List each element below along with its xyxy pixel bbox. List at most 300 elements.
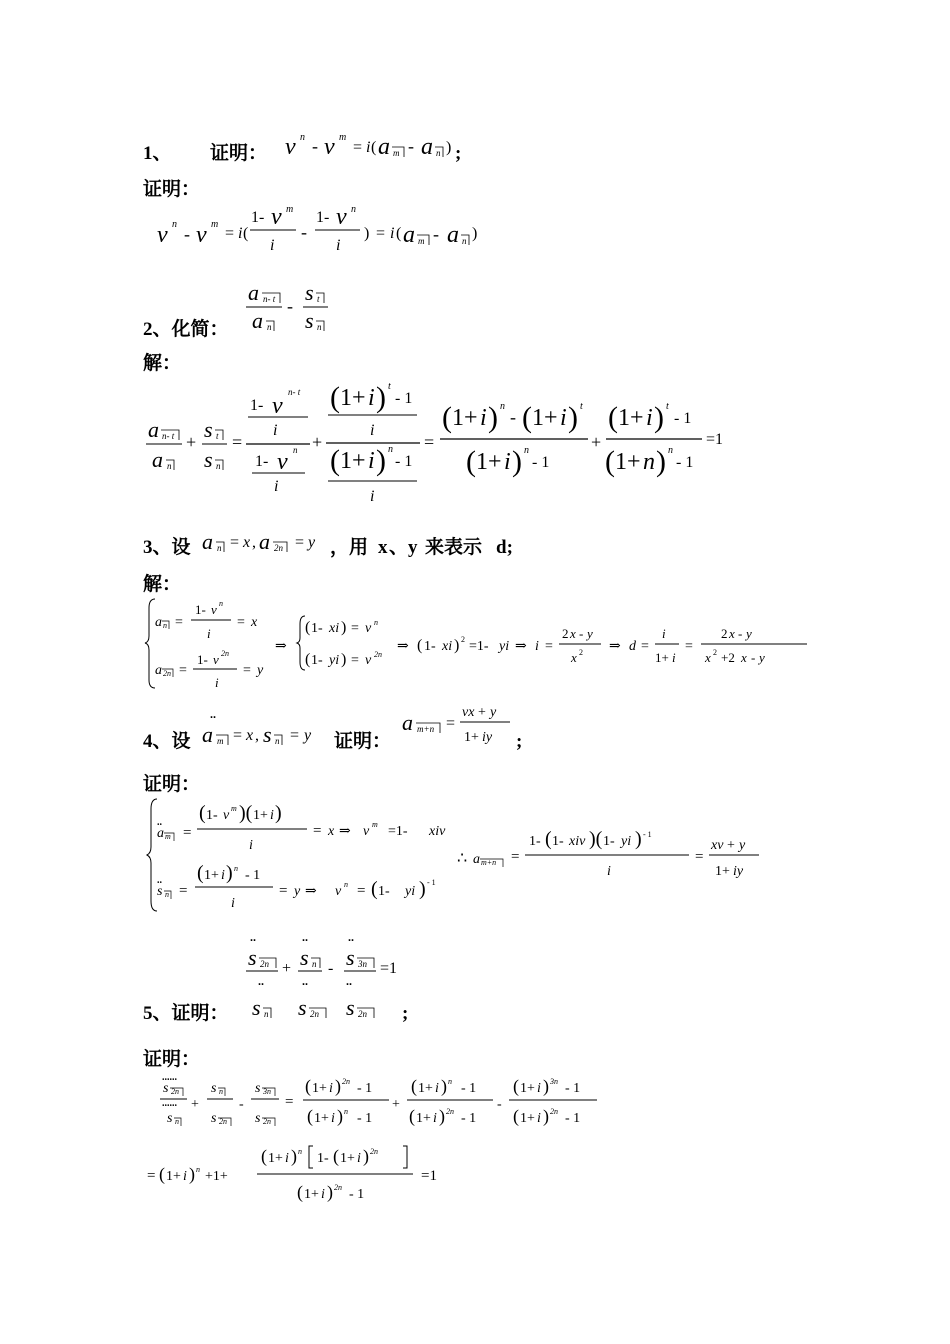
svg-text:=: = bbox=[230, 534, 240, 551]
problem-5-proof-line-2 bbox=[145, 1138, 455, 1210]
svg-text:=: = bbox=[446, 715, 456, 732]
problem-3-var-x: x bbox=[378, 537, 388, 558]
svg-text:xiv: xiv bbox=[429, 824, 446, 839]
svg-text:t: t bbox=[388, 381, 391, 392]
svg-text:⇒: ⇒ bbox=[339, 824, 351, 839]
svg-text:x: x bbox=[243, 534, 251, 551]
svg-text:): ) bbox=[327, 1182, 333, 1202]
svg-text:=1: =1 bbox=[380, 960, 398, 977]
svg-text:1-: 1- bbox=[311, 621, 323, 636]
svg-text:n: n bbox=[293, 445, 298, 455]
svg-text:x: x bbox=[246, 727, 254, 744]
svg-text:2n: 2n bbox=[446, 1107, 454, 1116]
svg-text:- 1: - 1 bbox=[532, 454, 550, 471]
svg-text:......: ...... bbox=[162, 1072, 177, 1083]
problem-1-proof-formula bbox=[150, 200, 490, 260]
svg-text:- 1: - 1 bbox=[427, 878, 436, 887]
svg-text:s: s bbox=[252, 995, 261, 1020]
svg-text:a: a bbox=[152, 447, 163, 472]
svg-text:n: n bbox=[344, 880, 348, 889]
svg-text:(: ( bbox=[522, 401, 532, 434]
svg-text:n: n bbox=[217, 543, 222, 553]
svg-text:-: - bbox=[497, 1097, 502, 1112]
svg-text:i: i bbox=[537, 1081, 541, 1096]
svg-text:=: = bbox=[279, 883, 288, 899]
svg-text:t: t bbox=[317, 294, 320, 304]
problem-1-number: 1、 bbox=[143, 143, 172, 164]
svg-text:vx: vx bbox=[462, 705, 475, 720]
svg-text:=: = bbox=[290, 727, 300, 744]
svg-text:n: n bbox=[172, 219, 177, 230]
svg-text:=: = bbox=[233, 727, 243, 744]
svg-text:=: = bbox=[175, 615, 183, 630]
problem-1-statement-formula bbox=[280, 124, 470, 164]
svg-text:+: + bbox=[727, 838, 735, 853]
svg-text:- 1: - 1 bbox=[565, 1081, 581, 1096]
svg-text:): ) bbox=[337, 1106, 343, 1126]
problem-3-phrase-express: 来表示 bbox=[425, 537, 483, 558]
svg-text:=: = bbox=[225, 225, 235, 242]
svg-text:1-: 1- bbox=[195, 602, 206, 617]
svg-text:a: a bbox=[447, 222, 459, 248]
svg-text:=: = bbox=[511, 849, 520, 865]
svg-text:y: y bbox=[304, 727, 312, 744]
svg-text:): ) bbox=[488, 401, 498, 434]
svg-text:a: a bbox=[252, 308, 263, 333]
problem-2-solution-label: 解： bbox=[143, 353, 182, 374]
svg-text:n: n bbox=[344, 1107, 348, 1116]
svg-text:- 1: - 1 bbox=[245, 868, 261, 883]
svg-text:): ) bbox=[543, 1106, 549, 1126]
problem-2-expression-formula bbox=[240, 278, 340, 338]
svg-text:=: = bbox=[357, 883, 366, 899]
problem-2-solution-formula bbox=[140, 375, 750, 510]
svg-text:2: 2 bbox=[721, 626, 728, 641]
svg-text:xi: xi bbox=[442, 639, 453, 654]
svg-text:- 1: - 1 bbox=[357, 1081, 373, 1096]
svg-text:1+: 1+ bbox=[312, 1081, 327, 1096]
svg-text:=1: =1 bbox=[421, 1168, 437, 1184]
problem-3-var-d: d; bbox=[496, 537, 513, 558]
svg-text:1+: 1+ bbox=[340, 448, 366, 474]
svg-text:2n: 2n bbox=[334, 1183, 342, 1192]
svg-text:): ) bbox=[291, 1146, 297, 1166]
svg-text:n: n bbox=[264, 1009, 269, 1019]
svg-text:x: x bbox=[251, 615, 258, 630]
svg-text:i: i bbox=[646, 405, 653, 431]
svg-text:3n: 3n bbox=[358, 959, 367, 969]
svg-text:yi: yi bbox=[499, 639, 510, 654]
svg-text:x: x bbox=[705, 650, 711, 665]
problem-2-number: 2、化简： bbox=[143, 319, 229, 340]
svg-text:a: a bbox=[259, 529, 270, 554]
svg-text:n: n bbox=[388, 444, 393, 455]
svg-text:v: v bbox=[211, 602, 217, 617]
svg-text:n: n bbox=[668, 445, 673, 456]
svg-text:): ) bbox=[335, 1076, 341, 1096]
svg-text:..: .. bbox=[302, 930, 308, 944]
svg-text:): ) bbox=[376, 444, 386, 477]
svg-text:(: ( bbox=[333, 1146, 339, 1166]
svg-text:(: ( bbox=[330, 381, 340, 414]
svg-text:): ) bbox=[275, 802, 282, 824]
problem-5-number: 5、证明： bbox=[143, 1003, 229, 1024]
svg-text:y: y bbox=[490, 705, 497, 720]
svg-text:m: m bbox=[418, 236, 425, 246]
svg-text:=: = bbox=[147, 1168, 156, 1184]
problem-3-var-y: y bbox=[408, 537, 418, 558]
svg-text:n: n bbox=[219, 1087, 223, 1096]
svg-text:yi: yi bbox=[329, 653, 340, 668]
svg-text:(: ( bbox=[442, 401, 452, 434]
svg-text:∴: ∴ bbox=[457, 850, 468, 867]
svg-text:t: t bbox=[666, 401, 669, 412]
svg-text:): ) bbox=[446, 139, 452, 156]
svg-text:=: = bbox=[237, 615, 245, 630]
svg-text:x: x bbox=[328, 824, 335, 839]
svg-text:=1-: =1- bbox=[469, 639, 489, 654]
svg-text:i: i bbox=[662, 626, 666, 641]
svg-text:1-: 1- bbox=[255, 453, 269, 470]
svg-text:1+: 1+ bbox=[615, 449, 641, 475]
problem-3-solution-label: 解： bbox=[143, 574, 182, 595]
svg-text:i: i bbox=[273, 422, 278, 439]
svg-text:(: ( bbox=[466, 445, 476, 478]
svg-text:=1: =1 bbox=[706, 431, 724, 448]
problem-4-statement-formula bbox=[398, 698, 518, 750]
svg-text:-: - bbox=[408, 136, 414, 156]
svg-text:i: i bbox=[480, 405, 487, 431]
svg-text:): ) bbox=[654, 401, 664, 434]
svg-text:1-: 1- bbox=[552, 834, 564, 849]
svg-text:m: m bbox=[211, 219, 219, 230]
svg-text:- 1: - 1 bbox=[674, 410, 692, 427]
svg-text:1+: 1+ bbox=[268, 1151, 283, 1166]
svg-text:(: ( bbox=[513, 1076, 519, 1096]
svg-text:n: n bbox=[267, 322, 272, 332]
svg-text:i: i bbox=[221, 868, 225, 883]
svg-text:=: = bbox=[232, 432, 243, 452]
svg-text:n: n bbox=[317, 322, 322, 332]
svg-text:y: y bbox=[294, 884, 301, 899]
svg-text:a: a bbox=[378, 134, 390, 160]
svg-text:-: - bbox=[184, 224, 190, 244]
svg-text:=: = bbox=[545, 639, 553, 654]
svg-text:,: , bbox=[252, 534, 256, 551]
svg-text:m: m bbox=[339, 132, 347, 143]
svg-text:v: v bbox=[157, 222, 168, 248]
svg-text:n: n bbox=[374, 618, 378, 627]
svg-text:s: s bbox=[305, 308, 314, 333]
svg-text:y: y bbox=[587, 626, 593, 641]
svg-text:..: .. bbox=[348, 930, 354, 944]
svg-text:1-: 1- bbox=[311, 653, 323, 668]
svg-text:1+: 1+ bbox=[416, 1111, 431, 1126]
svg-text:2n: 2n bbox=[221, 649, 229, 658]
svg-text:t: t bbox=[580, 401, 583, 412]
svg-text:=1-: =1- bbox=[388, 824, 408, 839]
svg-text:y: y bbox=[739, 838, 746, 853]
svg-text:s: s bbox=[255, 1111, 261, 1126]
svg-text:n: n bbox=[196, 1165, 200, 1174]
svg-text:s: s bbox=[157, 884, 163, 899]
svg-text:v: v bbox=[272, 393, 283, 419]
problem-4-intro: 4、设 bbox=[143, 731, 191, 752]
svg-text:1+: 1+ bbox=[476, 449, 502, 475]
svg-text:n: n bbox=[165, 890, 169, 899]
svg-text:1-: 1- bbox=[529, 834, 541, 849]
svg-text:+: + bbox=[191, 1097, 199, 1112]
svg-text:-: - bbox=[312, 136, 318, 156]
svg-text:s: s bbox=[305, 280, 314, 305]
svg-text:3n: 3n bbox=[263, 1087, 271, 1096]
svg-text:(: ( bbox=[605, 445, 615, 478]
svg-text:m: m bbox=[231, 804, 237, 813]
svg-text:i: i bbox=[336, 237, 341, 254]
svg-text:,: , bbox=[255, 727, 259, 744]
svg-text:a: a bbox=[155, 615, 162, 630]
svg-text:v: v bbox=[271, 204, 282, 230]
svg-text:(: ( bbox=[307, 1106, 313, 1126]
svg-text:(: ( bbox=[411, 1076, 417, 1096]
svg-text:): ) bbox=[364, 225, 370, 242]
svg-text:(: ( bbox=[371, 878, 378, 900]
svg-text:i: i bbox=[274, 478, 279, 495]
svg-text:- 1: - 1 bbox=[643, 830, 652, 839]
svg-text:1+: 1+ bbox=[520, 1111, 535, 1126]
svg-text:-: - bbox=[433, 224, 439, 244]
svg-text:1-: 1- bbox=[197, 652, 208, 667]
svg-text:(: ( bbox=[396, 225, 402, 242]
svg-text:s: s bbox=[204, 447, 213, 472]
svg-text:- 1: - 1 bbox=[461, 1081, 477, 1096]
svg-text:s: s bbox=[263, 722, 272, 747]
svg-text:n: n bbox=[234, 864, 238, 873]
svg-text:=: = bbox=[285, 1094, 294, 1110]
svg-text:y: y bbox=[746, 626, 752, 641]
problem-3-sep: 、 bbox=[389, 537, 409, 558]
svg-text:i: i bbox=[433, 1111, 437, 1126]
svg-text:1+: 1+ bbox=[340, 1151, 355, 1166]
svg-text:): ) bbox=[635, 828, 642, 850]
svg-text:v: v bbox=[196, 222, 207, 248]
svg-text:m: m bbox=[286, 204, 294, 215]
svg-text:s: s bbox=[248, 945, 257, 970]
svg-text:v: v bbox=[285, 134, 296, 160]
svg-text:- 1: - 1 bbox=[349, 1187, 365, 1202]
svg-text:1-: 1- bbox=[317, 1151, 329, 1166]
problem-1-end: ; bbox=[455, 143, 462, 164]
svg-text:n- t: n- t bbox=[288, 387, 301, 397]
svg-text:i: i bbox=[285, 1151, 289, 1166]
svg-text:-: - bbox=[287, 296, 293, 316]
svg-text:a: a bbox=[421, 134, 433, 160]
svg-text:(: ( bbox=[545, 828, 552, 850]
svg-text:v: v bbox=[365, 621, 372, 636]
svg-text:n: n bbox=[524, 445, 529, 456]
svg-text:a: a bbox=[248, 280, 259, 305]
svg-text:v: v bbox=[335, 884, 342, 899]
svg-text:1+: 1+ bbox=[618, 405, 644, 431]
svg-text:a: a bbox=[155, 663, 162, 678]
svg-text:): ) bbox=[341, 651, 347, 668]
svg-text:- 1: - 1 bbox=[357, 1111, 373, 1126]
problem-5-proof-label: 证明： bbox=[143, 1049, 201, 1070]
svg-text:(: ( bbox=[417, 637, 423, 654]
svg-text:1-: 1- bbox=[251, 209, 265, 226]
svg-text:..: .. bbox=[302, 974, 308, 988]
svg-text:- 1: - 1 bbox=[395, 390, 413, 407]
svg-text:n: n bbox=[462, 236, 467, 246]
svg-text:-: - bbox=[301, 222, 307, 242]
svg-text:iy: iy bbox=[482, 730, 493, 745]
svg-text:+1+: +1+ bbox=[205, 1169, 228, 1184]
svg-text:1+: 1+ bbox=[520, 1081, 535, 1096]
svg-text:): ) bbox=[226, 862, 233, 884]
svg-text:(: ( bbox=[305, 1076, 311, 1096]
svg-text:i: i bbox=[207, 626, 211, 641]
svg-text:v: v bbox=[363, 824, 370, 839]
svg-text:i: i bbox=[672, 650, 676, 665]
svg-text:i: i bbox=[238, 225, 243, 242]
svg-text:1+: 1+ bbox=[452, 405, 478, 431]
svg-text:(: ( bbox=[608, 401, 618, 434]
svg-text:m: m bbox=[393, 148, 400, 158]
svg-text:m: m bbox=[372, 820, 378, 829]
problem-5-end: ; bbox=[402, 1003, 409, 1024]
svg-text:i: i bbox=[321, 1187, 325, 1202]
svg-text:2n: 2n bbox=[310, 1009, 319, 1019]
svg-text:..: .. bbox=[157, 817, 162, 828]
svg-text:v: v bbox=[324, 134, 335, 160]
svg-text:..: .. bbox=[157, 875, 162, 886]
svg-text:a: a bbox=[148, 417, 159, 442]
svg-text:s: s bbox=[163, 1081, 169, 1096]
problem-3-phrase-use: ，用 bbox=[330, 537, 369, 558]
svg-text:): ) bbox=[512, 445, 522, 478]
svg-text:1+: 1+ bbox=[166, 1169, 181, 1184]
svg-text:iy: iy bbox=[733, 864, 744, 879]
svg-text:+: + bbox=[392, 1097, 400, 1112]
svg-text:=: = bbox=[351, 621, 359, 636]
svg-text:1+: 1+ bbox=[464, 730, 479, 745]
svg-text:- 1: - 1 bbox=[676, 454, 694, 471]
svg-text:+: + bbox=[591, 432, 602, 452]
svg-text:2: 2 bbox=[562, 626, 569, 641]
svg-text:1+: 1+ bbox=[204, 868, 219, 883]
svg-text:..: .. bbox=[250, 930, 256, 944]
svg-text:yi: yi bbox=[621, 834, 632, 849]
svg-text:n: n bbox=[216, 461, 221, 471]
svg-text:1-: 1- bbox=[603, 834, 615, 849]
svg-text:)(: )( bbox=[239, 802, 253, 824]
svg-text:m: m bbox=[165, 832, 171, 841]
svg-text:+: + bbox=[312, 432, 323, 452]
svg-text:⇒: ⇒ bbox=[275, 639, 287, 654]
problem-3-given-formula bbox=[198, 525, 330, 559]
svg-text:2n: 2n bbox=[163, 669, 171, 678]
svg-text:......: ...... bbox=[162, 1098, 177, 1109]
svg-text:n: n bbox=[298, 1147, 302, 1156]
svg-text:): ) bbox=[454, 637, 460, 654]
svg-text:s: s bbox=[211, 1111, 217, 1126]
svg-text:i: i bbox=[231, 896, 235, 911]
svg-text:a: a bbox=[202, 722, 213, 747]
problem-4-proof-formula bbox=[145, 795, 785, 920]
svg-text:a: a bbox=[473, 852, 480, 867]
svg-text:=: = bbox=[353, 139, 363, 156]
svg-text:+2: +2 bbox=[721, 650, 735, 665]
problem-5-statement-formula bbox=[240, 925, 410, 1025]
svg-text:⇒: ⇒ bbox=[515, 639, 527, 654]
svg-text:1+: 1+ bbox=[715, 864, 730, 879]
svg-text:i: i bbox=[390, 225, 395, 242]
svg-text:y: y bbox=[759, 650, 765, 665]
svg-text:2n: 2n bbox=[219, 1117, 227, 1126]
svg-text:=: = bbox=[295, 534, 305, 551]
svg-text:i: i bbox=[504, 449, 511, 475]
svg-text:n: n bbox=[448, 1077, 452, 1086]
svg-text:(: ( bbox=[159, 1164, 165, 1184]
svg-text:=: = bbox=[351, 653, 359, 668]
svg-text:⇒: ⇒ bbox=[609, 639, 621, 654]
svg-text:=: = bbox=[179, 883, 188, 899]
svg-text:1-: 1- bbox=[206, 808, 218, 823]
svg-text:v: v bbox=[277, 449, 288, 475]
svg-text:n: n bbox=[351, 204, 356, 215]
svg-text:m: m bbox=[217, 736, 224, 746]
svg-text:): ) bbox=[656, 445, 666, 478]
svg-text:i: i bbox=[270, 237, 275, 254]
svg-text:xiv: xiv bbox=[569, 834, 586, 849]
svg-text:x: x bbox=[729, 626, 735, 641]
svg-text:+: + bbox=[186, 432, 197, 452]
svg-text:): ) bbox=[189, 1164, 195, 1184]
svg-text:- 1: - 1 bbox=[565, 1111, 581, 1126]
svg-text:=: = bbox=[695, 849, 704, 865]
svg-text:=: = bbox=[183, 825, 192, 841]
svg-text:1+: 1+ bbox=[655, 650, 669, 665]
svg-text:s: s bbox=[204, 417, 213, 442]
svg-text:n: n bbox=[175, 1117, 179, 1126]
problem-3-solution-formula bbox=[145, 596, 815, 696]
svg-text:-: - bbox=[738, 626, 743, 641]
svg-text:1+: 1+ bbox=[304, 1187, 319, 1202]
svg-text:2n: 2n bbox=[370, 1147, 378, 1156]
svg-text:..: .. bbox=[346, 974, 352, 988]
problem-1-prompt: 证明： bbox=[210, 143, 268, 164]
svg-text:2n: 2n bbox=[260, 959, 269, 969]
svg-text:i: i bbox=[357, 1151, 361, 1166]
svg-text:2n: 2n bbox=[171, 1087, 179, 1096]
svg-text:s: s bbox=[300, 945, 309, 970]
svg-text:2n: 2n bbox=[550, 1107, 558, 1116]
svg-text:): ) bbox=[419, 878, 426, 900]
svg-text:n: n bbox=[219, 599, 223, 608]
svg-text:a: a bbox=[402, 710, 413, 735]
svg-text:..: .. bbox=[210, 707, 216, 721]
svg-text:t: t bbox=[216, 431, 219, 441]
svg-text:(: ( bbox=[197, 862, 204, 884]
svg-text:i: i bbox=[215, 675, 219, 690]
svg-text:m+n: m+n bbox=[417, 724, 435, 734]
svg-text:): ) bbox=[439, 1106, 445, 1126]
svg-text:i: i bbox=[270, 808, 274, 823]
svg-text:i: i bbox=[537, 1111, 541, 1126]
svg-text:+: + bbox=[478, 705, 486, 720]
svg-text:⇒: ⇒ bbox=[305, 884, 317, 899]
svg-text:i: i bbox=[249, 838, 253, 853]
